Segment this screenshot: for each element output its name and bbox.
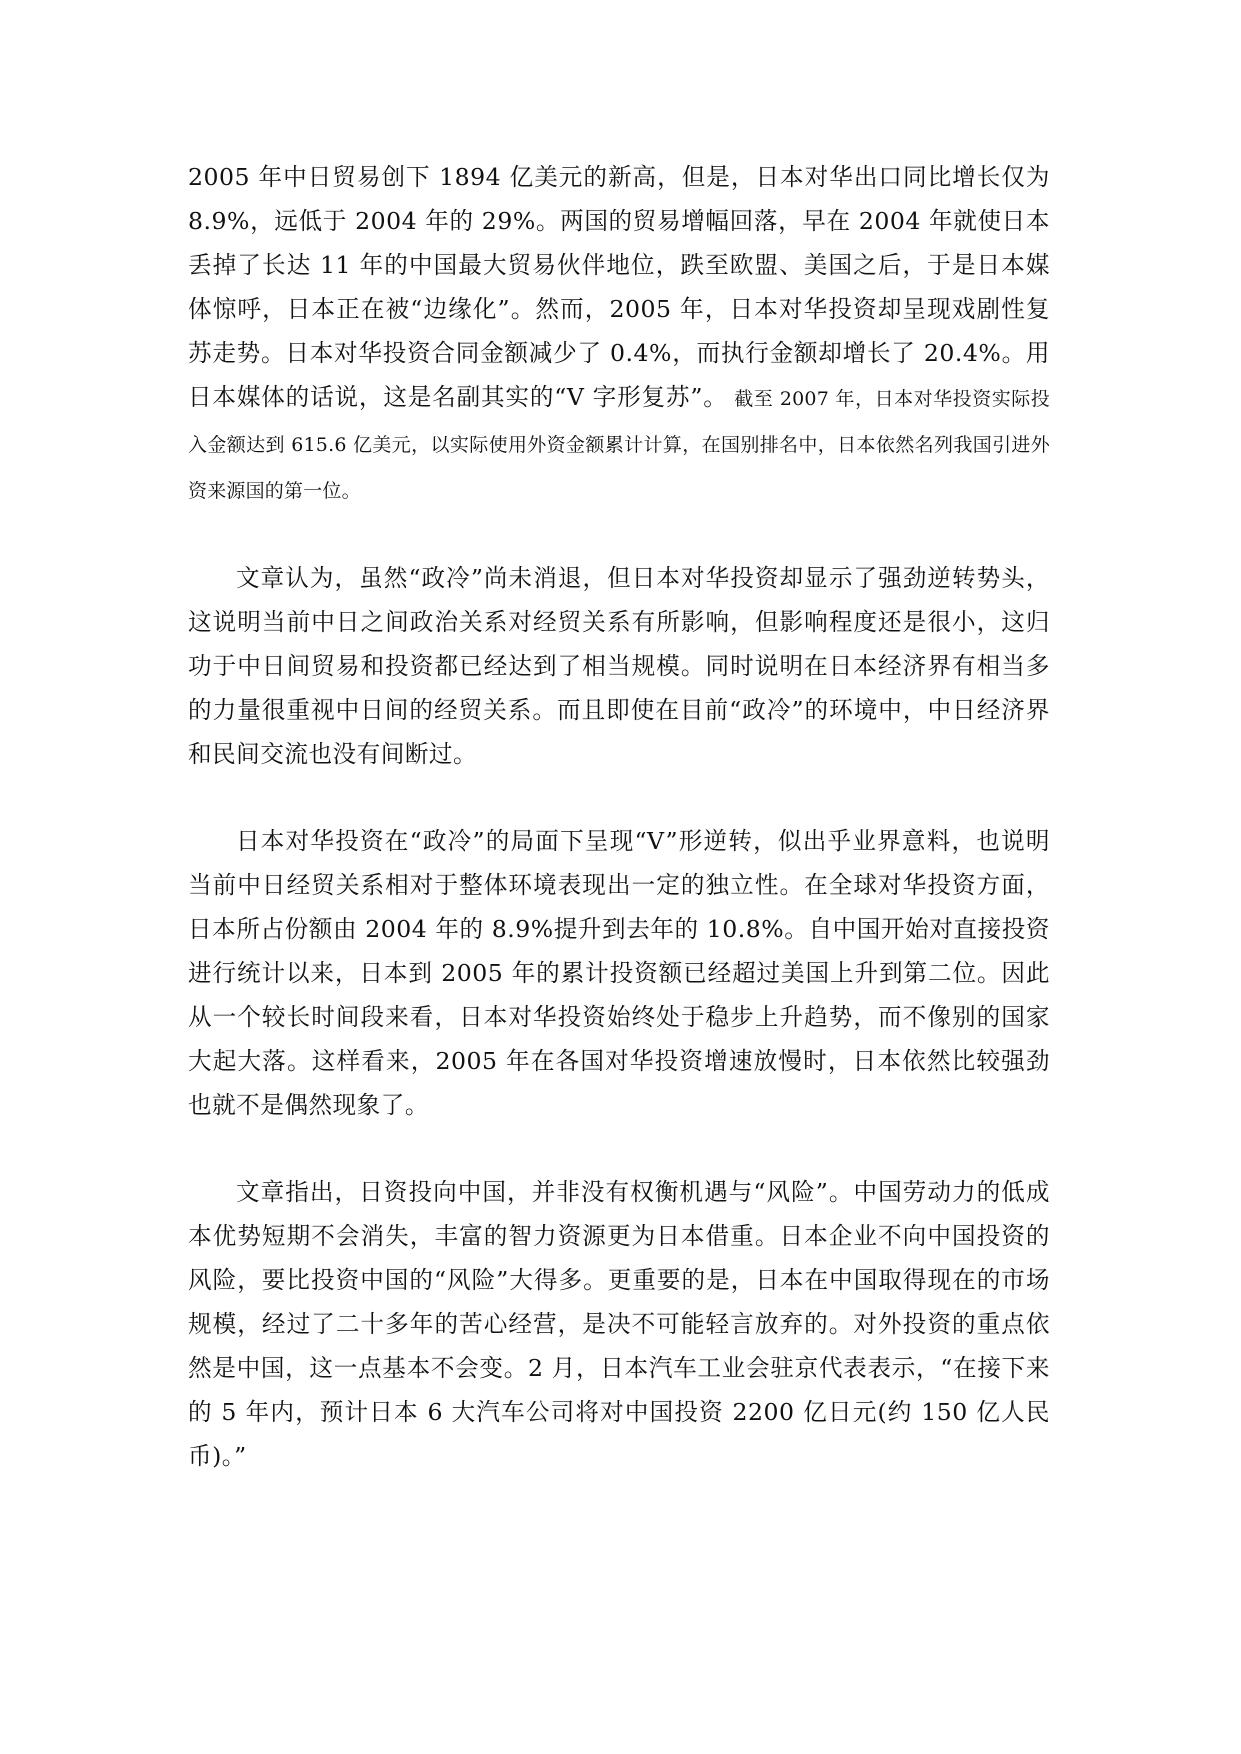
paragraph-v-reversal: 日本对华投资在“政冷”的局面下呈现“V”形逆转，似出乎业界意料，也说明当前中日经贸关系相对于整体环境表现出一定的独立性。在全球对华投资方面，日本所占份额由 2004 年的 8.9%提升到去年的 10.8%。自中国开始对直接投资进行统计以来，日本到 2005 年的累计投资额已经超过美国上升到第二位。因此从一个较长时间段来看，日本对华投资始终处于稳步上升趋势，而不像别的国家大起大落。这样看来，2005 年在各国对华投资增速放慢时，日本依然比较强劲也就不是偶然现象了。 <box>188 827 1050 1119</box>
paragraph-politics-cold: 文章认为，虽然“政冷”尚未消退，但日本对华投资却显示了强劲逆转势头，这说明当前中日之间政治关系对经贸关系有所影响，但影响程度还是很小，这归功于中日间贸易和投资都已经达到了相当规模。同时说明在日本经济界有相当多的力量很重视中日间的经贸关系。而且即使在目前“政冷”的环境中，中日经济界和民间交流也没有间断过。 <box>188 564 1050 768</box>
document-body <box>188 155 1050 1478</box>
paragraph-trade-2005-note: 截至 2007 年，日本对华投资实际投入金额达到 615.6 亿美元，以实际使用外资金额累计计算，在国别排名中，日本依然名列我国引进外资来源国的第一位。 <box>188 388 1050 502</box>
paragraph-trade-2005-text: 2005 年中日贸易创下 1894 亿美元的新高，但是，日本对华出口同比增长仅为 8.9%，远低于 2004 年的 29%。两国的贸易增幅回落，早在 2004 年就使日本丢掉了长达 11 年的中国最大贸易伙伴地位，跌至欧盟、美国之后，于是日本媒体惊呼，日本正在被“边缘化”。然而，2005 年，日本对华投资却呈现戏剧性复苏走势。日本对华投资合同金额减少了 0.4%，而执行金额却增长了 20.4%。用日本媒体的话说，这是名副其实的“V 字形复苏”。 <box>188 163 1050 411</box>
paragraph-risk: 文章指出，日资投向中国，并非没有权衡机遇与“风险”。中国劳动力的低成本优势短期不会消失，丰富的智力资源更为日本借重。日本企业不向中国投资的风险，要比投资中国的“风险”大得多。更重要的是，日本在中国取得现在的市场规模，经过了二十多年的苦心经营，是决不可能轻言放弃的。对外投资的重点依然是中国，这一点基本不会变。2 月，日本汽车工业会驻京代表表示，“在接下来的 5 年内，预计日本 6 大汽车公司将对中国投资 2200 亿日元(约 150 亿人民币)。” <box>188 1178 1050 1470</box>
paragraph-trade-2005 <box>188 155 1050 513</box>
